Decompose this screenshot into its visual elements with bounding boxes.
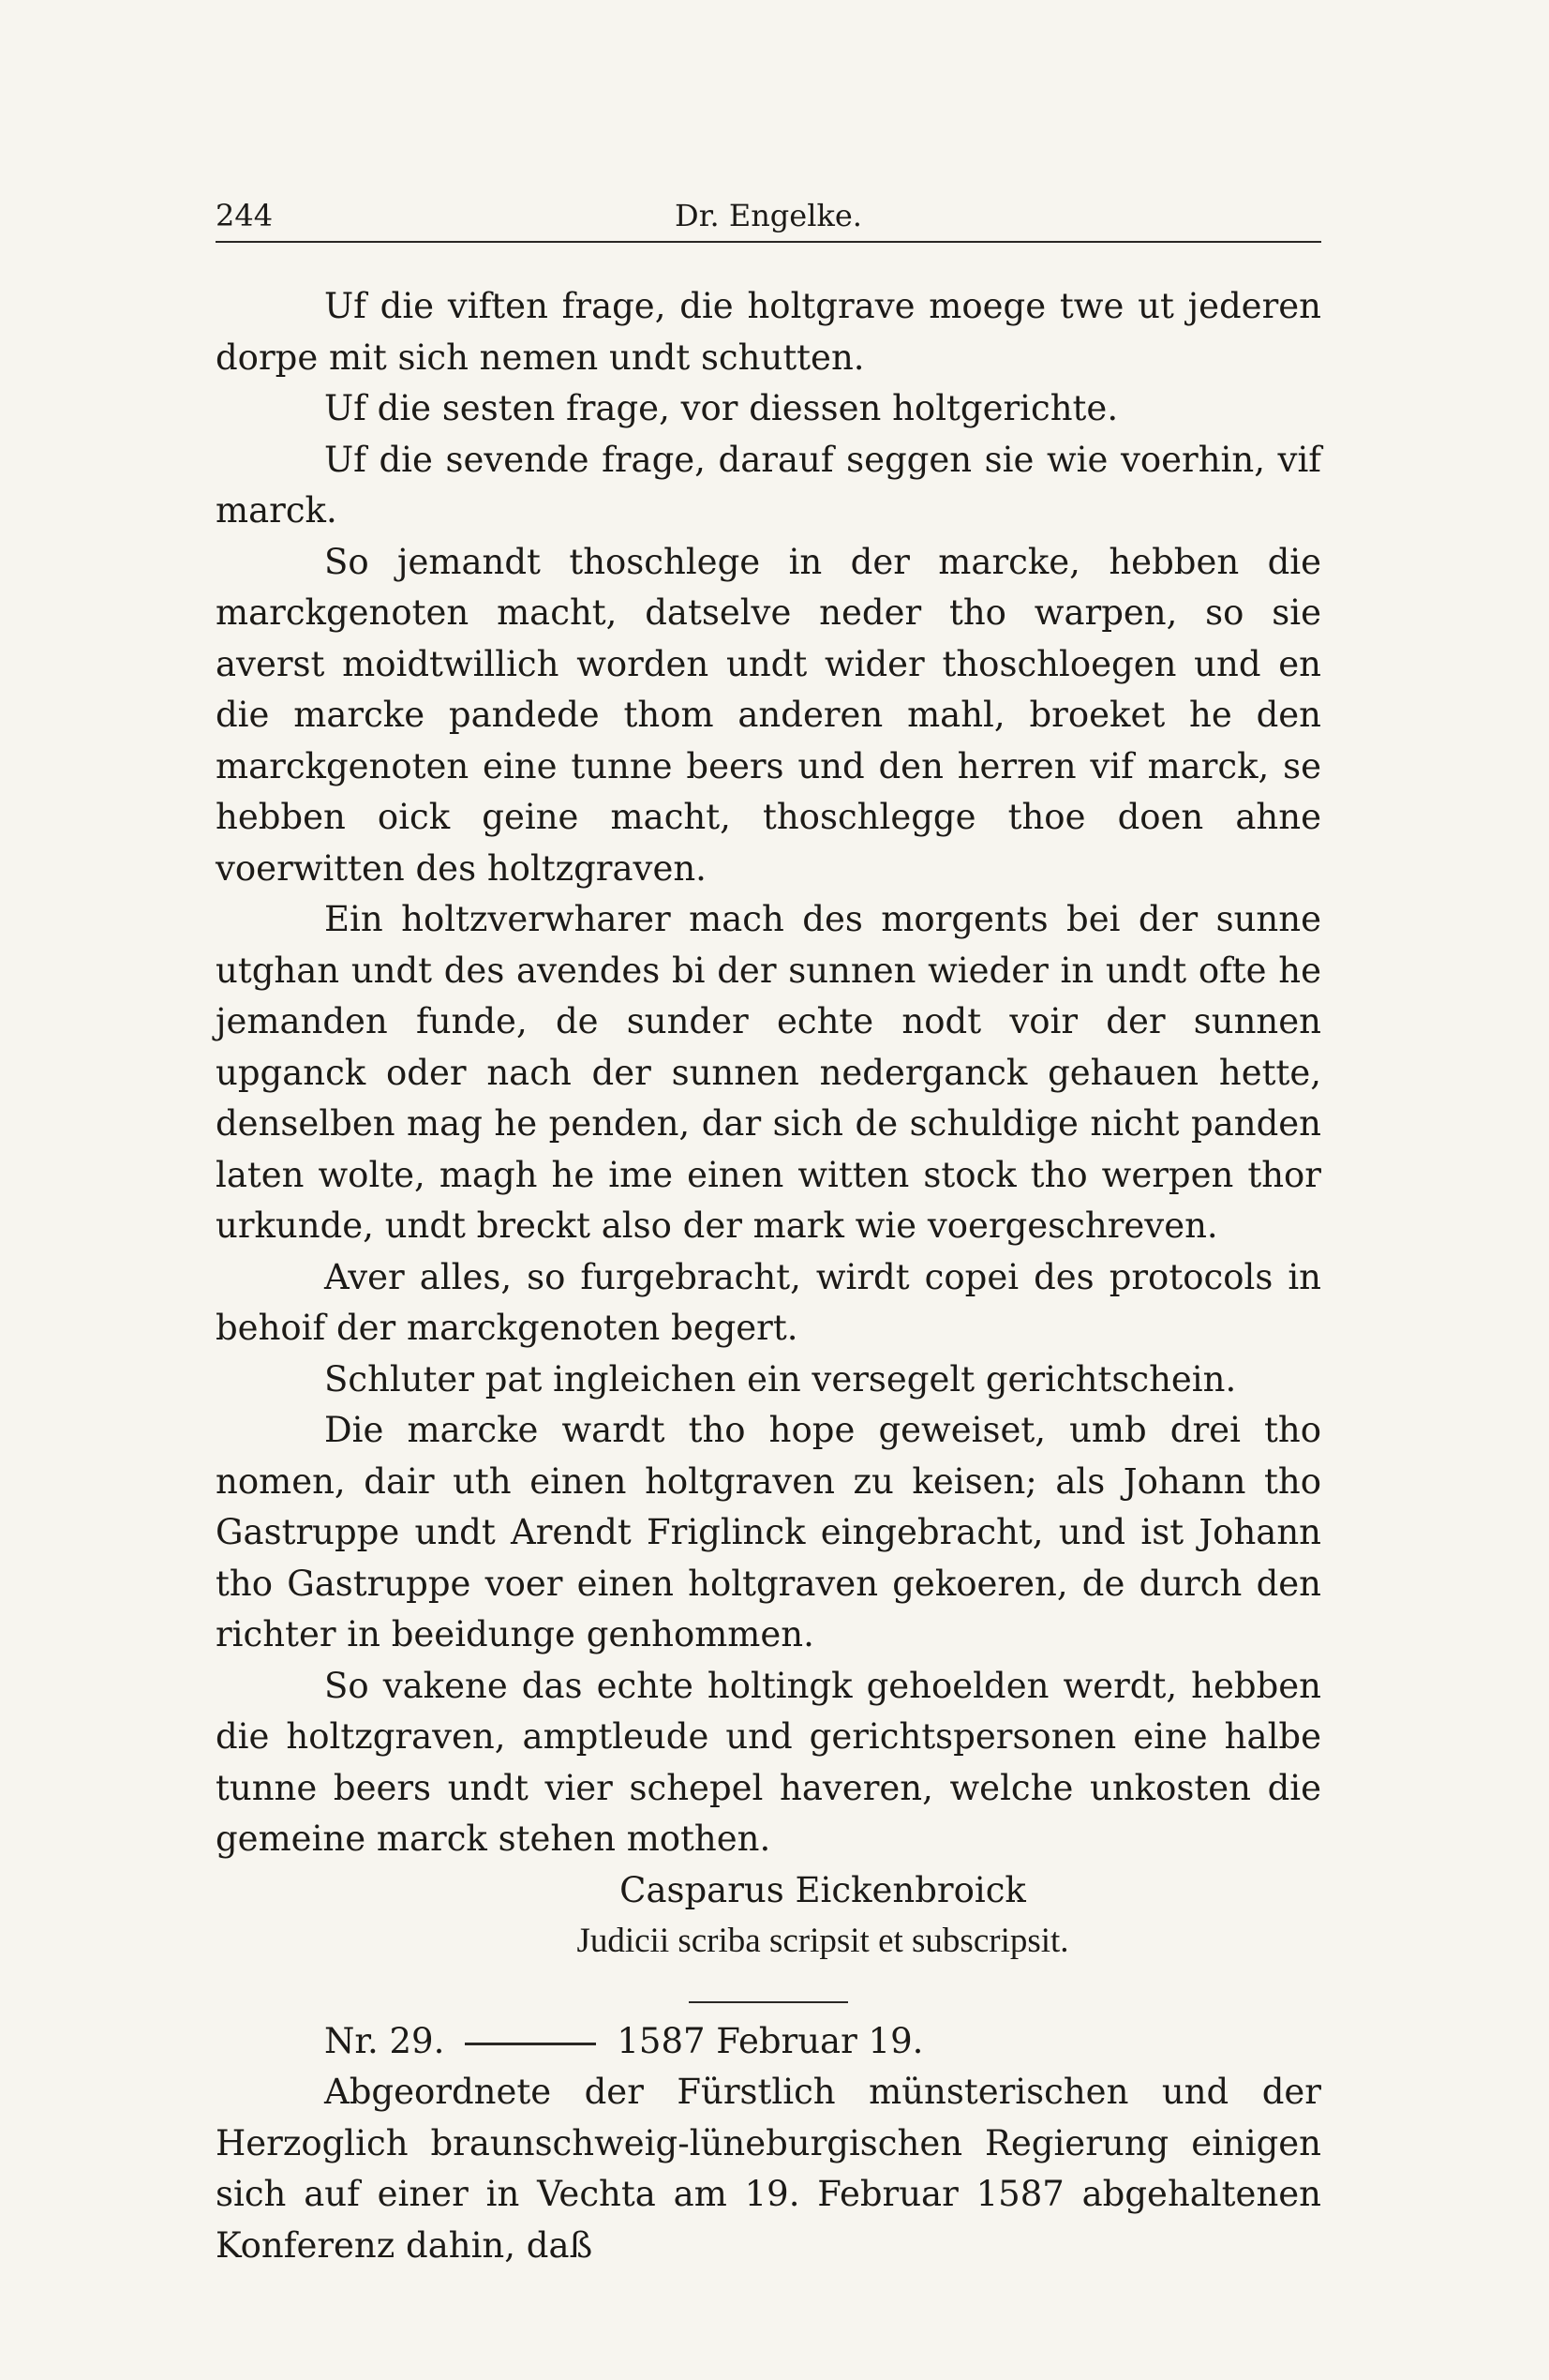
paragraph-costs: So vakene das echte holtingk gehoelden werdt, hebben die holtzgraven, amptleude und gerichtspersonen eine halbe tunne beers undt vier schepel haveren, welche unkosten die gemeine marck stehen mothen. (216, 1665, 1321, 1859)
signature-line: Judicii scriba scripsit et subscripsit. (576, 1922, 1069, 1960)
paragraph-protocol-copy: Aver alles, so furgebracht, wirdt copei des protocols in behoif der marckgenoten begert. (216, 1256, 1321, 1348)
paragraph-thoschlege: So jemandt thoschlege in der marcke, hebben die marckgenoten macht, datselve neder tho warpen, so sie averst moidtwillich worden undt wider thoschloegen und en die marcke pandede thom anderen mahl, broeket he den marckgenoten eine tunne beers und den herren vif marck, se hebben oick geine macht, thoschlegge thoe doen ahne voerwitten des holtzgraven. (216, 541, 1321, 889)
heading-dash (465, 2043, 596, 2045)
body-text (216, 281, 1321, 2271)
signature-name: Casparus Eickenbroick (619, 1869, 1026, 1910)
paragraph-gerichtschein: Schluter pat ingleichen ein versegelt gerichtschein. (324, 1358, 1237, 1400)
page-number: 244 (216, 198, 274, 233)
document-heading (216, 2016, 1321, 2068)
document-summary: Abgeordnete der Fürstlich münsterischen und der Herzoglich braunschweig-lüneburgischen Regierung einigen sich auf einer in Vechta am 19. Februar 1587 abgehaltenen Konferenz dahin, daß (216, 2072, 1321, 2266)
running-title: Dr. Engelke. (675, 198, 862, 233)
page-header (216, 192, 1321, 243)
paragraph-viften-frage: Uf die viften frage, die holtgrave moege twe ut jederen dorpe mit sich nemen undt schutten. (216, 286, 1321, 378)
paragraph-holtzverwharer: Ein holtzverwharer mach des morgents bei der sunne utghan undt des avendes bi der sunnen wieder in undt ofte he jemanden funde, de sunder echte nodt voir der sunnen upganck oder nach der sunnen nederganck gehauen hette, denselben mag he penden, dar sich de schuldige nicht panden laten wolte, magh he ime einen witten stock tho werpen thor urkunde, undt breckt also der mark wie voergeschreven. (216, 899, 1321, 1246)
paragraph-holtgraven-election: Die marcke wardt tho hope geweiset, umb drei tho nomen, dair uth einen holtgraven zu keisen; als Johann tho Gastruppe undt Arendt Friglinck eingebracht, und ist Johann tho Gastruppe voer einen holtgraven gekoeren, de durch den richter in beeidunge genhommen. (216, 1410, 1321, 1654)
section-divider (689, 2001, 848, 2003)
document-number: Nr. 29. (324, 2020, 445, 2061)
paragraph-sevende-frage: Uf die sevende frage, darauf seggen sie wie voerhin, vif marck. (216, 439, 1321, 531)
document-date: 1587 Februar 19. (617, 2020, 924, 2061)
paragraph-sesten-frage: Uf die sesten frage, vor diessen holtgerichte. (324, 388, 1119, 428)
